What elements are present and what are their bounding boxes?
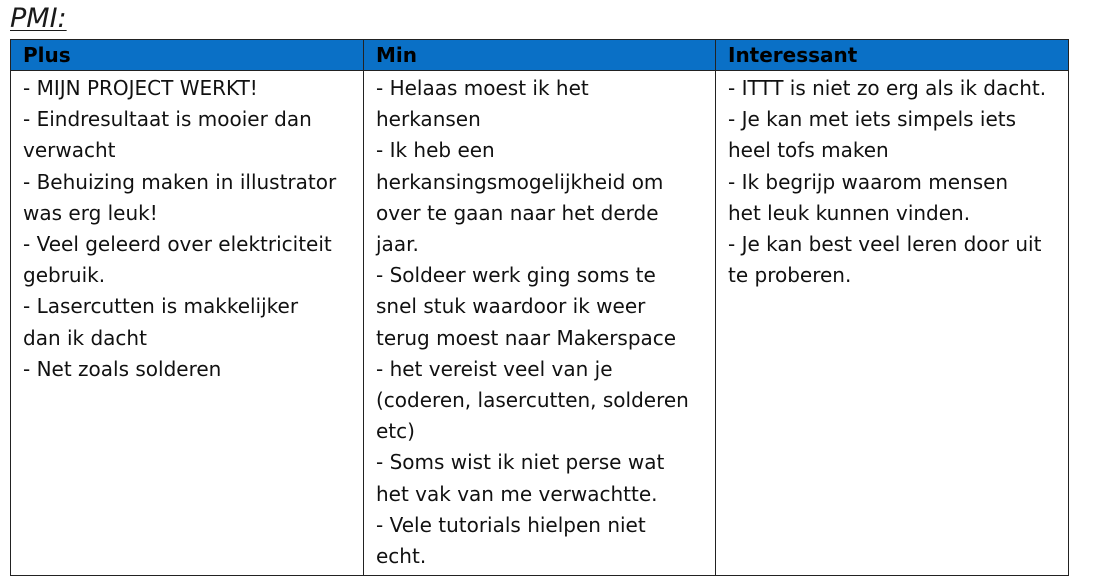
interessant-text-line: - ITTT is niet zo erg als ik dacht. bbox=[728, 76, 1047, 100]
plus-cell bbox=[11, 71, 364, 576]
page-title: PMI: bbox=[10, 3, 67, 34]
min-text-line: echt. bbox=[376, 544, 427, 569]
min-text-line: het vak van me verwachtte. bbox=[376, 481, 658, 506]
header-row bbox=[11, 40, 1069, 71]
min-text-line: - Helaas moest ik het bbox=[376, 76, 589, 100]
column-header-plus: Plus bbox=[11, 40, 364, 71]
plus-text-line: verwacht bbox=[23, 138, 116, 163]
plus-text-line: - Net zoals solderen bbox=[23, 356, 222, 381]
interessant-text-line: te proberen. bbox=[728, 263, 852, 288]
min-text-line: - Ik heb een bbox=[376, 138, 495, 163]
min-text-line: - Vele tutorials hielpen niet bbox=[376, 512, 646, 537]
min-text-line: herkansingsmogelijkheid om bbox=[376, 169, 664, 194]
content-row bbox=[11, 71, 1069, 576]
plus-text-line: - Veel geleerd over elektriciteit bbox=[23, 232, 332, 257]
min-text-line: jaar. bbox=[376, 232, 419, 257]
plus-text-line: - Behuizing maken in illustrator bbox=[23, 169, 337, 194]
interessant-text-line: - Je kan best veel leren door uit bbox=[728, 232, 1042, 257]
interessant-text-line: het leuk kunnen vinden. bbox=[728, 200, 971, 225]
min-text-line: etc) bbox=[376, 419, 415, 444]
min-text-line: - Soms wist ik niet perse wat bbox=[376, 450, 665, 475]
min-text-line: herkansen bbox=[376, 107, 481, 132]
pmi-table bbox=[10, 39, 1069, 576]
interessant-text-line: - Je kan met iets simpels iets bbox=[728, 107, 1017, 132]
interessant-text-line: heel tofs maken bbox=[728, 138, 889, 163]
min-text-line: - het vereist veel van je bbox=[376, 356, 613, 381]
plus-text-line: dan ik dacht bbox=[23, 325, 147, 350]
column-header-min: Min bbox=[364, 40, 716, 71]
min-text-line: over te gaan naar het derde bbox=[376, 200, 659, 225]
min-cell bbox=[364, 71, 716, 576]
plus-text-line: - MIJN PROJECT WERKT! bbox=[23, 76, 258, 100]
interessant-cell bbox=[716, 71, 1069, 576]
column-header-interessant: Interessant bbox=[716, 40, 1069, 71]
interessant-text-line: - Ik begrijp waarom mensen bbox=[728, 169, 1009, 194]
min-text-line: (coderen, lasercutten, solderen bbox=[376, 388, 689, 413]
min-text-line: snel stuk waardoor ik weer bbox=[376, 294, 646, 319]
min-text-line: - Soldeer werk ging soms te bbox=[376, 263, 656, 288]
plus-text-line: - Eindresultaat is mooier dan bbox=[23, 107, 312, 132]
plus-text-line: was erg leuk! bbox=[23, 200, 158, 225]
plus-text-line: - Lasercutten is makkelijker bbox=[23, 294, 299, 319]
plus-text-line: gebruik. bbox=[23, 263, 106, 288]
min-text-line: terug moest naar Makerspace bbox=[376, 325, 677, 350]
